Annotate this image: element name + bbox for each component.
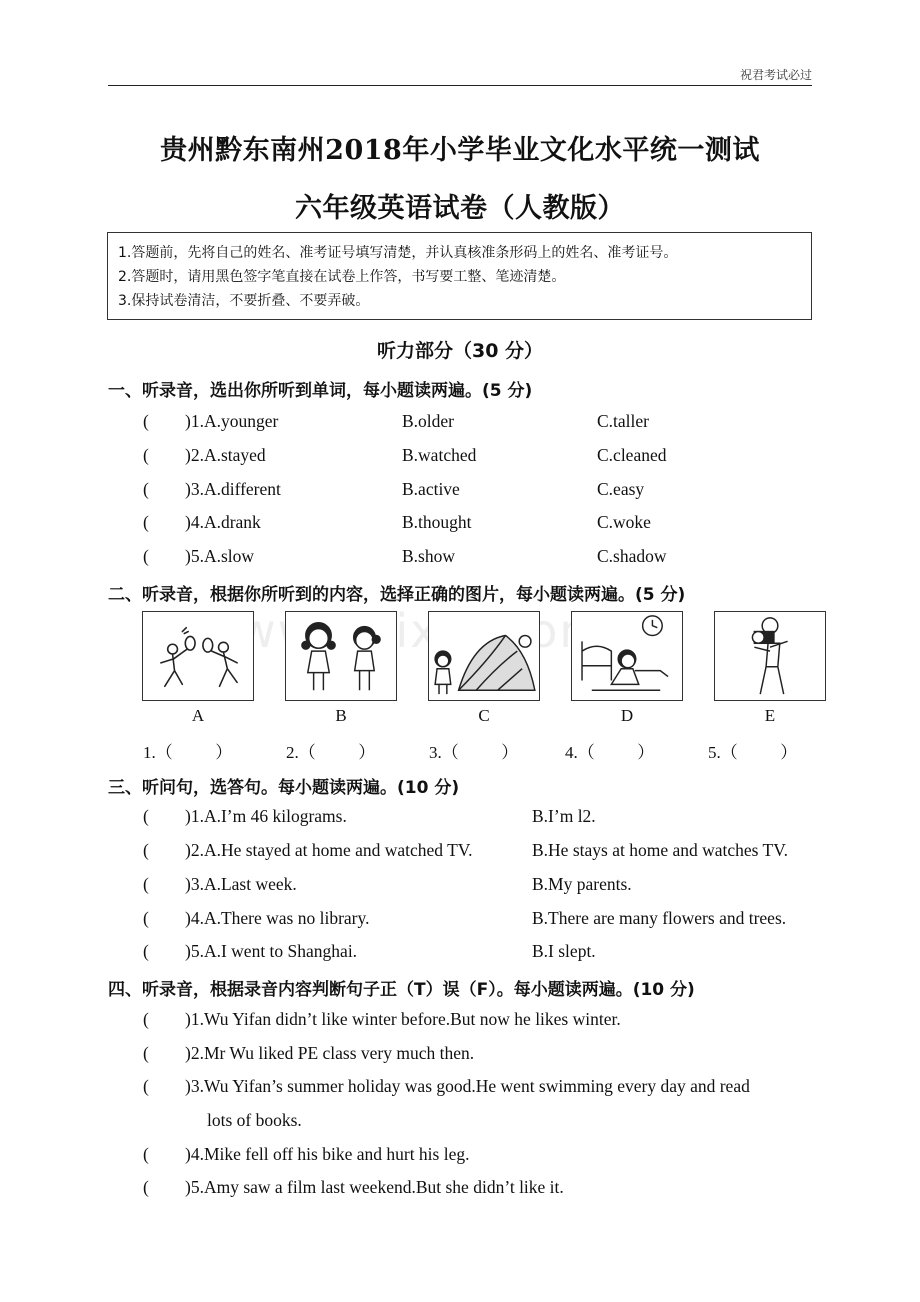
section1-heading: 一、听录音，选出你所听到单词，每小题读两遍。(5 分) — [108, 381, 533, 401]
answer-paren[interactable]: ( — [143, 1144, 149, 1164]
two-girls-icon — [286, 612, 396, 700]
option-b: B.I slept. — [532, 941, 596, 961]
answer-blank[interactable]: 2.（ ） — [286, 743, 376, 762]
photographer-camera-icon — [715, 612, 825, 700]
tent-camping-icon — [429, 612, 539, 700]
exam-title: 贵州黔东南州2018年小学毕业文化水平统一测试 — [160, 135, 760, 166]
answer-blank[interactable]: 3.（ ） — [429, 743, 519, 762]
picture-c[interactable] — [428, 611, 540, 701]
picture-d[interactable] — [571, 611, 683, 701]
option-a: )5.A.I went to Shanghai. — [185, 941, 358, 961]
picture-label: C — [478, 706, 490, 725]
section2-heading: 二、听录音，根据你所听到的内容，选择正确的图片，每小题读两遍。(5 分) — [108, 585, 686, 605]
answer-paren[interactable]: ( — [143, 1177, 149, 1197]
answer-paren[interactable]: ( — [143, 546, 149, 566]
option-a: )3.A.Last week. — [185, 874, 297, 894]
option-a: )2.A.He stayed at home and watched TV. — [185, 840, 473, 860]
option-b: B.He stays at home and watches TV. — [532, 840, 788, 860]
option-a: )5.A.slow — [185, 546, 255, 566]
statement-text: )4.Mike fell off his bike and hurt his leg. — [185, 1144, 470, 1164]
badminton-players-icon — [143, 612, 253, 700]
option-a: )1.A.I’m 46 kilograms. — [185, 806, 347, 826]
section4-heading: 四、听录音，根据录音内容判断句子正（T）误（F）。每小题读两遍。(10 分) — [108, 980, 695, 1000]
answer-paren[interactable]: ( — [143, 512, 149, 532]
answer-paren[interactable]: ( — [143, 411, 149, 431]
header-rule — [108, 85, 812, 86]
option-a: )4.A.drank — [185, 512, 261, 532]
option-b: B.active — [402, 479, 460, 499]
option-c: C.easy — [597, 479, 645, 499]
answer-paren[interactable]: ( — [143, 908, 149, 928]
answer-paren[interactable]: ( — [143, 445, 149, 465]
answer-paren[interactable]: ( — [143, 806, 149, 826]
option-a: )2.A.stayed — [185, 445, 266, 465]
instruction-line: 2.答题时，请用黑色签字笔直接在试卷上作答，书写要工整、笔迹清楚。 — [118, 269, 566, 285]
picture-label: B — [335, 706, 347, 725]
answer-paren[interactable]: ( — [143, 479, 149, 499]
answer-blank[interactable]: 5.（ ） — [708, 743, 798, 762]
answer-paren[interactable]: ( — [143, 840, 149, 860]
header-note: 祝君考试必过 — [739, 68, 812, 82]
instruction-line: 3.保持试卷清洁，不要折叠、不要弄破。 — [118, 293, 370, 309]
section3-heading: 三、听问句，选答句。每小题读两遍。(10 分) — [108, 778, 460, 798]
girl-sweeping-clock-icon — [572, 612, 682, 700]
option-b: B.show — [402, 546, 455, 566]
statement-continuation: lots of books. — [207, 1110, 302, 1130]
option-b: B.older — [402, 411, 455, 431]
option-a: )1.A.younger — [185, 411, 279, 431]
statement-text: )1.Wu Yifan didn’t like winter before.But now he likes winter. — [185, 1009, 621, 1029]
statement-text: )3.Wu Yifan’s summer holiday was good.He went swimming every day and read — [185, 1076, 750, 1096]
answer-blank[interactable]: 1.（ ） — [143, 743, 233, 762]
picture-label: D — [620, 706, 634, 725]
option-c: C.woke — [597, 512, 651, 532]
answer-paren[interactable]: ( — [143, 941, 149, 961]
answer-paren[interactable]: ( — [143, 874, 149, 894]
picture-label: E — [764, 706, 776, 725]
instruction-line: 1.答题前，先将自己的姓名、准考证号填写清楚，并认真核准条形码上的姓名、准考证号。 — [118, 245, 678, 261]
picture-label: A — [191, 706, 205, 725]
option-c: C.taller — [597, 411, 649, 431]
option-b: B.watched — [402, 445, 477, 465]
option-b: B.I’m l2. — [532, 806, 596, 826]
exam-subtitle: 六年级英语试卷（人教版） — [295, 193, 625, 224]
picture-e[interactable] — [714, 611, 826, 701]
picture-a[interactable] — [142, 611, 254, 701]
listening-section-title: 听力部分（30 分） — [376, 340, 544, 362]
answer-paren[interactable]: ( — [143, 1043, 149, 1063]
answer-paren[interactable]: ( — [143, 1076, 149, 1096]
option-a: )4.A.There was no library. — [185, 908, 370, 928]
picture-b[interactable] — [285, 611, 397, 701]
option-b: B.thought — [402, 512, 472, 532]
option-b: B.My parents. — [532, 874, 632, 894]
option-b: B.There are many flowers and trees. — [532, 908, 787, 928]
instructions-box — [107, 232, 812, 320]
statement-text: )5.Amy saw a film last weekend.But she didn’t like it. — [185, 1177, 564, 1197]
option-c: C.shadow — [597, 546, 667, 566]
statement-text: )2.Mr Wu liked PE class very much then. — [185, 1043, 475, 1063]
answer-blank[interactable]: 4.（ ） — [565, 743, 655, 762]
option-c: C.cleaned — [597, 445, 667, 465]
answer-paren[interactable]: ( — [143, 1009, 149, 1029]
option-a: )3.A.different — [185, 479, 281, 499]
